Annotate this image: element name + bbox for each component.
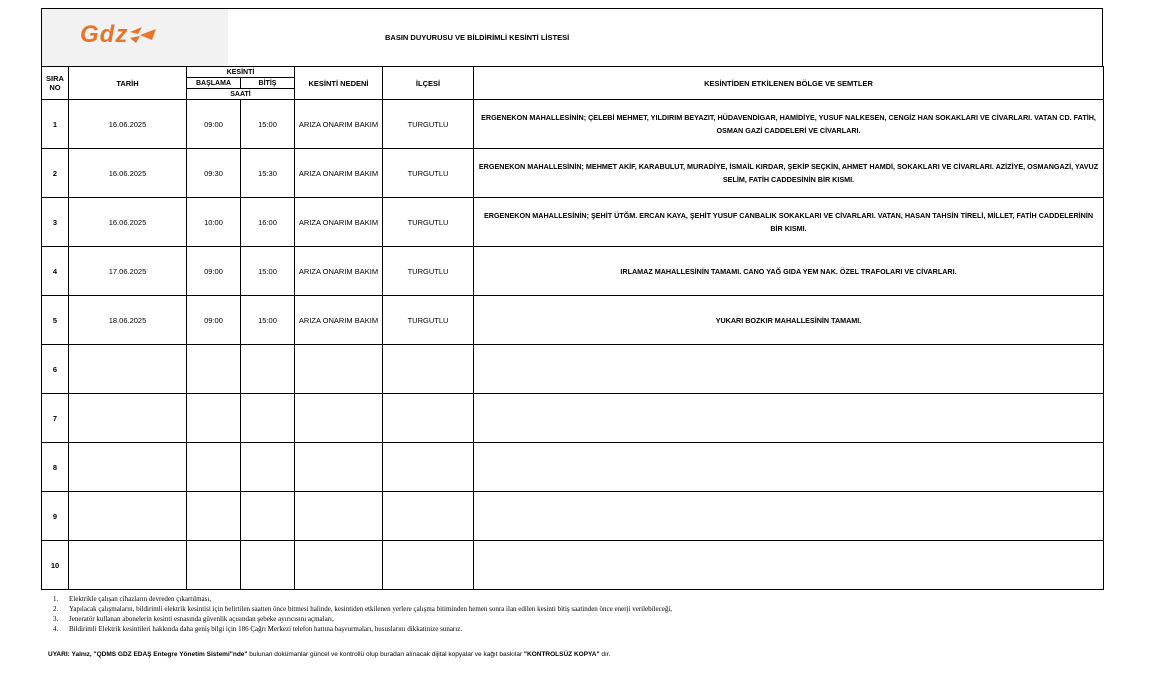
cell-ilce: TURGUTLU xyxy=(383,149,474,198)
document-header xyxy=(41,8,1103,66)
cell-ilce: TURGUTLU xyxy=(383,100,474,149)
cell-baslama: 09:00 xyxy=(187,100,241,149)
cell-baslama xyxy=(187,394,241,443)
table-row xyxy=(42,492,1104,541)
col-bolge: KESİNTİDEN ETKİLENEN BÖLGE VE SEMTLER xyxy=(474,67,1104,100)
cell-tarih xyxy=(69,492,187,541)
cell-bitis: 15:00 xyxy=(241,247,295,296)
cell-tarih: 16.06.2025 xyxy=(69,100,187,149)
cell-sira-no: 3 xyxy=(42,198,69,247)
cell-baslama xyxy=(187,492,241,541)
cell-sira-no: 8 xyxy=(42,443,69,492)
cell-ilce xyxy=(383,443,474,492)
note-item xyxy=(41,604,1121,614)
cell-sira-no: 9 xyxy=(42,492,69,541)
cell-sira-no: 2 xyxy=(42,149,69,198)
cell-baslama xyxy=(187,443,241,492)
cell-neden xyxy=(295,443,383,492)
col-tarih: TARİH xyxy=(69,67,187,100)
cell-sira-no: 7 xyxy=(42,394,69,443)
cell-bitis: 16:00 xyxy=(241,198,295,247)
cell-neden xyxy=(295,492,383,541)
note-text: Elektrikle çalışan cihazların devreden çıkartılması, xyxy=(69,595,212,603)
cell-ilce xyxy=(383,394,474,443)
outage-table xyxy=(41,66,1104,590)
cell-tarih: 16.06.2025 xyxy=(69,149,187,198)
cell-ilce xyxy=(383,492,474,541)
cell-bolge: YUKARI BOZKIR MAHALLESİNİN TAMAMI. xyxy=(474,296,1104,345)
cell-bitis xyxy=(241,394,295,443)
cell-bolge xyxy=(474,345,1104,394)
cell-bolge: ERGENEKON MAHALLESİNİN; MEHMET AKİF, KARABULUT, MURADİYE, İSMAİL KIRDAR, ŞEKİP SEÇKİN, AHMET HAMDİ, SOKAKLARI VE CİVARLARI. AZİZİYE, OSMANGAZİ, YAVUZ SELİM, FATİH CADDESİNİN BİR KISMI. xyxy=(474,149,1104,198)
cell-tarih xyxy=(69,541,187,590)
col-bitis: BİTİŞ xyxy=(241,78,295,89)
cell-baslama: 09:30 xyxy=(187,149,241,198)
col-sira-no: SIRA NO xyxy=(42,67,69,100)
logo-arrow-icon xyxy=(128,26,158,44)
table-row xyxy=(42,541,1104,590)
note-text: Jeneratör kullanan abonelerin kesinti esnasında güvenlik açısından şebeke ayırıcısını açmaları, xyxy=(69,615,334,623)
table-row xyxy=(42,247,1104,296)
cell-ilce: TURGUTLU xyxy=(383,247,474,296)
cell-bolge xyxy=(474,492,1104,541)
cell-baslama xyxy=(187,541,241,590)
notes-list xyxy=(41,594,1121,634)
note-number: 4. xyxy=(53,625,59,633)
cell-bolge xyxy=(474,541,1104,590)
col-kesinti: KESİNTİ xyxy=(187,67,295,78)
cell-bitis: 15:00 xyxy=(241,296,295,345)
warning-copy: "KONTROLSÜZ KOPYA" xyxy=(523,651,600,658)
table-row xyxy=(42,394,1104,443)
col-saati: SAATİ xyxy=(187,89,295,100)
cell-bitis xyxy=(241,443,295,492)
cell-tarih: 17.06.2025 xyxy=(69,247,187,296)
cell-bolge: ERGENEKON MAHALLESİNİN; ÇELEBİ MEHMET, YILDIRIM BEYAZIT, HÜDAVENDİGAR, HAMİDİYE, YUSUF NALKESEN, CENGİZ HAN SOKAKLARI VE CİVARLARI. VATAN CD. FATİH, OSMAN GAZİ CADDELERİ VE CİVARLARI. xyxy=(474,100,1104,149)
cell-bolge: ERGENEKON MAHALLESİNİN; ŞEHİT ÜTĞM. ERCAN KAYA, ŞEHİT YUSUF CANBALIK SOKAKLARI VE CİVARLARI. VATAN, HASAN TAHSİN TİRELİ, MİLLET, FATİH CADDELERİNİN BİR KISMI. xyxy=(474,198,1104,247)
note-item xyxy=(41,594,1121,604)
note-item xyxy=(41,624,1121,634)
cell-neden xyxy=(295,345,383,394)
cell-ilce xyxy=(383,541,474,590)
cell-neden: ARIZA ONARIM BAKIM xyxy=(295,198,383,247)
cell-tarih xyxy=(69,443,187,492)
cell-sira-no: 4 xyxy=(42,247,69,296)
warning-text xyxy=(48,651,610,658)
cell-bitis: 15:30 xyxy=(241,149,295,198)
cell-baslama: 10:00 xyxy=(187,198,241,247)
logo-text: Gdz xyxy=(80,21,129,48)
table-row xyxy=(42,149,1104,198)
cell-ilce xyxy=(383,345,474,394)
note-text: Yapılacak çalışmaların, bildirimli elektrik kesintisi için belirtilen saatten önce bitmesi halinde, kesintiden etkilenen yerlere çalışma bitiminden hemen sonra ilan edilen kesinti bitiş saatinden önce enerji verilebileceği, xyxy=(69,605,673,613)
cell-bolge xyxy=(474,394,1104,443)
table-body xyxy=(42,100,1104,590)
table-row xyxy=(42,296,1104,345)
note-number: 3. xyxy=(53,615,59,623)
cell-neden: ARIZA ONARIM BAKIM xyxy=(295,100,383,149)
col-kesinti-nedeni: KESİNTİ NEDENİ xyxy=(295,67,383,100)
cell-tarih xyxy=(69,394,187,443)
cell-baslama: 09:00 xyxy=(187,296,241,345)
cell-tarih: 16.06.2025 xyxy=(69,198,187,247)
note-text: Bildirimli Elektrik kesintileri hakkında daha geniş bilgi için 186 Çağrı Merkezi telefon hattına başvurmaları, hususlarını dikkatinize sunarız. xyxy=(69,625,463,633)
col-ilcesi: İLÇESİ xyxy=(383,67,474,100)
note-item xyxy=(41,614,1121,624)
cell-bolge xyxy=(474,443,1104,492)
cell-tarih xyxy=(69,345,187,394)
cell-baslama: 09:00 xyxy=(187,247,241,296)
document-title: BASIN DUYURUSU VE BİLDİRİMLİ KESİNTİ LİSTESİ xyxy=(385,33,570,42)
cell-sira-no: 6 xyxy=(42,345,69,394)
note-number: 1. xyxy=(53,595,59,603)
cell-tarih: 18.06.2025 xyxy=(69,296,187,345)
cell-sira-no: 5 xyxy=(42,296,69,345)
cell-neden xyxy=(295,394,383,443)
cell-neden: ARIZA ONARIM BAKIM xyxy=(295,247,383,296)
cell-sira-no: 1 xyxy=(42,100,69,149)
table-row xyxy=(42,100,1104,149)
cell-neden xyxy=(295,541,383,590)
cell-baslama xyxy=(187,345,241,394)
cell-sira-no: 10 xyxy=(42,541,69,590)
cell-ilce: TURGUTLU xyxy=(383,296,474,345)
warning-system: "QDMS GDZ EDAŞ Entegre Yönetim Sistemi"nde" xyxy=(93,651,248,658)
note-number: 2. xyxy=(53,605,59,613)
cell-ilce: TURGUTLU xyxy=(383,198,474,247)
logo-area xyxy=(42,9,228,66)
cell-bitis: 15:00 xyxy=(241,100,295,149)
document-sheet xyxy=(41,8,1103,590)
cell-bitis xyxy=(241,541,295,590)
table-row xyxy=(42,345,1104,394)
cell-bitis xyxy=(241,345,295,394)
cell-bitis xyxy=(241,492,295,541)
warning-prefix: UYARI: Yalnız, xyxy=(48,651,94,658)
cell-bolge: IRLAMAZ MAHALLESİNİN TAMAMI. CANO YAĞ GIDA YEM NAK. ÖZEL TRAFOLARI VE CİVARLARI. xyxy=(474,247,1104,296)
table-row xyxy=(42,443,1104,492)
table-row xyxy=(42,198,1104,247)
cell-neden: ARIZA ONARIM BAKIM xyxy=(295,296,383,345)
cell-neden: ARIZA ONARIM BAKIM xyxy=(295,149,383,198)
warning-suffix: dır. xyxy=(599,651,611,658)
gdz-logo xyxy=(80,21,158,49)
warning-middle: bulunan dokümanlar güncel ve kontrollü olup buradan alınacak dijital kopyalar ve kağıt baskılar xyxy=(247,651,524,658)
col-baslama: BAŞLAMA xyxy=(187,78,241,89)
